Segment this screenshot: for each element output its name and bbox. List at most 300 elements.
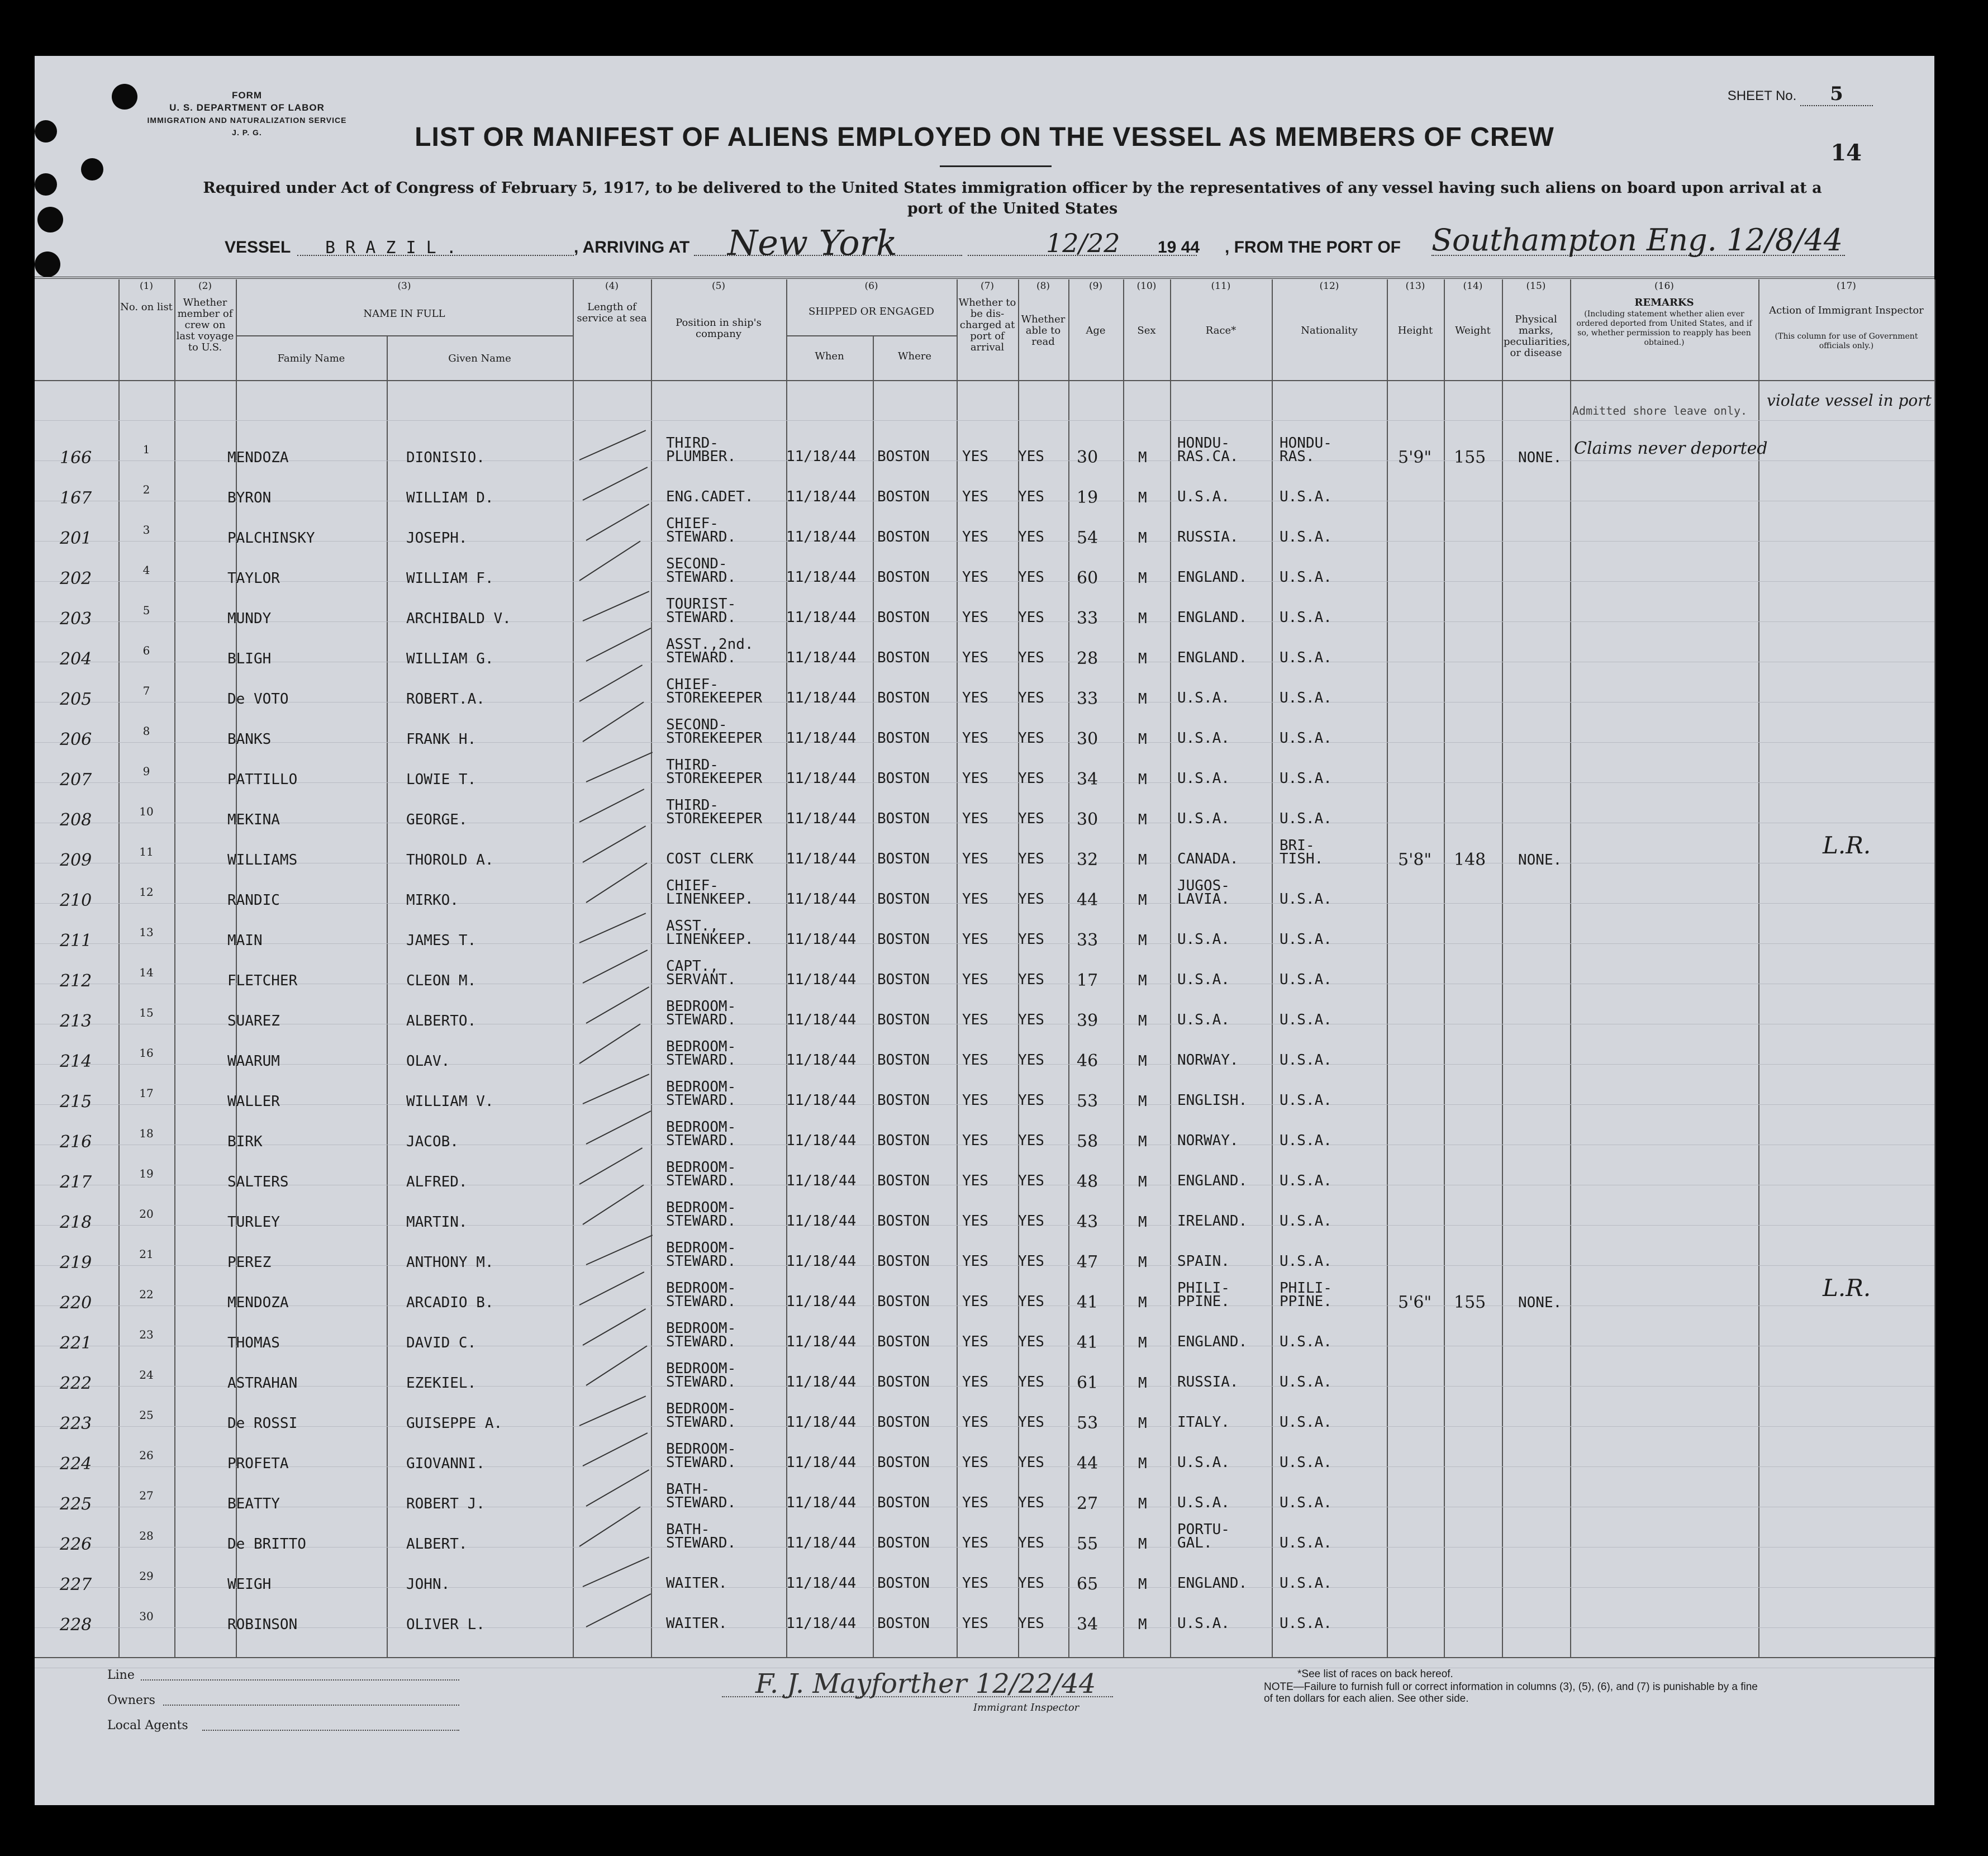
age: 28 [1077, 649, 1098, 668]
line-field [141, 1679, 459, 1681]
family-name: BANKS [227, 731, 272, 748]
sex: M [1138, 1335, 1147, 1351]
column-heading: REMARKS [1634, 297, 1694, 308]
discharge-flag: YES [962, 488, 988, 505]
column-divider [1068, 279, 1069, 1657]
shipped-when: 11/18/44 [786, 851, 857, 867]
column-divider [174, 279, 175, 1657]
position-line-1: BEDROOM- [666, 1320, 736, 1337]
column-heading: SHIPPED OR ENGAGED [808, 306, 934, 317]
column-heading: Weight [1455, 325, 1491, 336]
family-name: TURLEY [227, 1214, 280, 1231]
weight: 155 [1454, 1293, 1486, 1312]
race-line-2: U.S.A. [1177, 971, 1230, 988]
read-flag: YES [1018, 891, 1044, 908]
manifest-line-number: 205 [60, 690, 92, 709]
owners-label: Owners [107, 1693, 155, 1707]
nationality-line-1: HONDU- [1280, 435, 1332, 452]
manifest-line-number: 222 [60, 1374, 92, 1393]
service-slash-mark [586, 752, 653, 782]
sex: M [1138, 1375, 1147, 1392]
sex: M [1138, 771, 1147, 788]
list-number: 17 [139, 1086, 154, 1100]
discharge-flag: YES [962, 1012, 988, 1028]
column-number: (16) [1654, 281, 1674, 292]
family-name: MENDOZA [227, 449, 289, 466]
list-number: 6 [142, 644, 150, 657]
read-flag: YES [1018, 1173, 1044, 1189]
list-number: 13 [139, 925, 154, 939]
sex: M [1138, 1254, 1147, 1271]
position-line-1: CHIEF- [666, 515, 719, 532]
sex: M [1138, 1576, 1147, 1593]
family-name: SALTERS [227, 1174, 289, 1190]
given-name: JAMES T. [406, 932, 477, 949]
service-slash-mark [579, 664, 643, 702]
punch-hole [35, 173, 57, 196]
position-line-1: SECOND- [666, 716, 727, 733]
sheet-number: 5 [1800, 83, 1873, 106]
position-line-1: BEDROOM- [666, 1360, 736, 1377]
manifest-line-number: 224 [60, 1454, 92, 1474]
arriving-port: New York [727, 222, 897, 263]
service-slash-mark [583, 1074, 650, 1104]
shipped-when: 11/18/44 [786, 1333, 857, 1350]
position-line-2: STEWARD. [666, 1052, 736, 1069]
race-note: *See list of races on back hereof. [1297, 1668, 1453, 1680]
race-line-2: U.S.A. [1177, 488, 1230, 505]
race-line-2: U.S.A. [1177, 1494, 1230, 1511]
nationality-line-2: U.S.A. [1280, 971, 1332, 988]
shipped-when: 11/18/44 [786, 971, 857, 988]
shipped-where: BOSTON [877, 649, 930, 666]
shipped-when: 11/18/44 [786, 448, 857, 465]
discharge-flag: YES [962, 1414, 988, 1431]
column-heading: Height [1397, 325, 1433, 336]
shipped-when: 11/18/44 [786, 1173, 857, 1189]
race-line-2: ITALY. [1177, 1414, 1230, 1431]
sex: M [1138, 1616, 1147, 1633]
read-flag: YES [1018, 1052, 1044, 1069]
race-line-2: U.S.A. [1177, 931, 1230, 948]
given-name: GEORGE. [406, 811, 468, 828]
position-line-2: WAITER. [666, 1615, 727, 1632]
shipped-where: BOSTON [877, 1173, 930, 1189]
position-line-1: THIRD- [666, 435, 719, 452]
discharge-flag: YES [962, 1253, 988, 1270]
column-heading: (This column for use of Government officials only.) [1775, 332, 1918, 350]
inspector-action: L.R. [1823, 1274, 1871, 1302]
list-number: 10 [139, 805, 154, 818]
discharge-flag: YES [962, 1333, 988, 1350]
family-name: BYRON [227, 490, 272, 506]
column-number: (2) [198, 281, 212, 292]
position-line-1: ASST., [666, 918, 719, 934]
list-number: 22 [139, 1288, 154, 1301]
family-name: PEREZ [227, 1254, 272, 1271]
given-name: MARTIN. [406, 1214, 468, 1231]
arriving-label: , ARRIVING AT [574, 238, 690, 257]
list-number: 26 [139, 1449, 154, 1462]
race-line-2: RAS.CA. [1177, 448, 1239, 465]
discharge-flag: YES [962, 569, 988, 586]
list-number: 4 [142, 563, 150, 577]
list-number: 9 [142, 765, 150, 778]
header-bottom-rule [35, 380, 1934, 381]
vessel-name: B R A Z I L . [325, 238, 456, 258]
column-number: (5) [711, 281, 726, 292]
discharge-flag: YES [962, 1494, 988, 1511]
manifest-line-number: 208 [60, 810, 92, 830]
manifest-line-number: 214 [60, 1052, 92, 1071]
given-name: JACOB. [406, 1133, 459, 1150]
manifest-line-number: 202 [60, 569, 92, 588]
family-name: PROFETA [227, 1455, 289, 1472]
position-line-2: STOREKEEPER [666, 690, 763, 706]
column-number: (4) [605, 281, 619, 292]
position-line-1: SECOND- [666, 556, 727, 572]
discharge-flag: YES [962, 1374, 988, 1390]
read-flag: YES [1018, 1012, 1044, 1028]
discharge-flag: YES [962, 971, 988, 988]
physical-marks: NONE. [1518, 852, 1562, 868]
list-number: 19 [139, 1167, 154, 1180]
position-line-2: PLUMBER. [666, 448, 736, 465]
nationality-line-2: RAS. [1280, 448, 1315, 465]
arrival-date: 12/22 [1046, 228, 1120, 258]
column-number: (14) [1463, 281, 1483, 292]
manifest-line-number: 223 [60, 1414, 92, 1433]
age: 33 [1077, 689, 1098, 709]
position-line-2: STEWARD. [666, 1535, 736, 1551]
service-slash-mark [583, 1432, 648, 1466]
column-divider [1570, 279, 1571, 1657]
nationality-line-1: BRI- [1280, 837, 1315, 854]
read-flag: YES [1018, 1494, 1044, 1511]
read-flag: YES [1018, 971, 1044, 988]
shipped-subrule [786, 335, 957, 336]
position-line-2: STEWARD. [666, 1454, 736, 1471]
title-rule [940, 165, 1052, 167]
physical-marks: NONE. [1518, 449, 1562, 466]
service-slash-mark [583, 591, 650, 621]
row-rule [35, 420, 1934, 421]
shipped-where: BOSTON [877, 1454, 930, 1471]
position-line-1: BEDROOM- [666, 1079, 736, 1095]
read-flag: YES [1018, 730, 1044, 747]
given-name: ALBERT. [406, 1536, 468, 1553]
physical-marks: NONE. [1518, 1294, 1562, 1311]
manifest-line-number: 221 [60, 1333, 92, 1353]
nationality-line-2: U.S.A. [1280, 609, 1332, 626]
shipped-where: BOSTON [877, 1293, 930, 1310]
service-label: IMMIGRATION AND NATURALIZATION SERVICE [147, 116, 347, 125]
nationality-line-2: U.S.A. [1280, 730, 1332, 747]
local-agents-label: Local Agents [107, 1719, 188, 1732]
shipped-when: 11/18/44 [786, 1494, 857, 1511]
manifest-line-number: 227 [60, 1575, 92, 1594]
shipped-where: BOSTON [877, 1333, 930, 1350]
shipped-when: 11/18/44 [786, 891, 857, 908]
shipped-when: 11/18/44 [786, 569, 857, 586]
given-name: JOHN. [406, 1576, 450, 1593]
shipped-when: 11/18/44 [786, 1615, 857, 1632]
sex: M [1138, 892, 1147, 909]
position-line-2: STEWARD. [666, 1374, 736, 1390]
age: 61 [1077, 1373, 1098, 1393]
position-line-2: STEWARD. [666, 1414, 736, 1431]
shipped-where: BOSTON [877, 1012, 930, 1028]
column-divider [1934, 279, 1935, 1657]
service-slash-mark [579, 789, 645, 823]
manifest-line-number: 220 [60, 1293, 92, 1313]
read-flag: YES [1018, 810, 1044, 827]
column-divider [786, 279, 787, 1657]
table-bottom-rule [35, 1657, 1934, 1658]
nationality-line-2: U.S.A. [1280, 1092, 1332, 1109]
manifest-line-number: 209 [60, 851, 92, 870]
list-number: 18 [139, 1127, 154, 1140]
position-line-1: CHIEF- [666, 877, 719, 894]
position-line-1: ASST.,2nd. [666, 636, 754, 653]
given-name: ALFRED. [406, 1174, 468, 1190]
given-name: CLEON M. [406, 972, 477, 989]
manifest-line-number: 207 [60, 770, 92, 790]
read-flag: YES [1018, 1333, 1044, 1350]
discharge-flag: YES [962, 1173, 988, 1189]
column-heading: Position in ship's company [676, 317, 762, 340]
race-line-2: ENGLAND. [1177, 569, 1248, 586]
manifest-line-number: 166 [60, 448, 92, 468]
race-line-2: SPAIN. [1177, 1253, 1230, 1270]
nationality-line-2: U.S.A. [1280, 1132, 1332, 1149]
nationality-line-2: U.S.A. [1280, 1213, 1332, 1230]
age: 27 [1077, 1494, 1098, 1513]
age: 34 [1077, 770, 1098, 789]
family-name: MEKINA [227, 811, 280, 828]
given-name: LOWIE T. [406, 771, 477, 788]
nationality-line-2: U.S.A. [1280, 690, 1332, 706]
shipped-where: BOSTON [877, 1494, 930, 1511]
nationality-line-2: U.S.A. [1280, 810, 1332, 827]
read-flag: YES [1018, 1213, 1044, 1230]
list-number: 23 [139, 1328, 154, 1341]
shipped-when: 11/18/44 [786, 1374, 857, 1390]
list-number: 5 [142, 604, 150, 617]
position-line-2: STEWARD. [666, 1213, 736, 1230]
age: 46 [1077, 1051, 1098, 1071]
age: 19 [1077, 488, 1098, 507]
nationality-line-2: U.S.A. [1280, 569, 1332, 586]
position-line-1: BATH- [666, 1481, 710, 1498]
sex: M [1138, 1214, 1147, 1231]
column-divider [1123, 279, 1124, 1657]
family-name: THOMAS [227, 1335, 280, 1351]
shipped-when: 11/18/44 [786, 1414, 857, 1431]
sex: M [1138, 731, 1147, 748]
list-number: 1 [142, 443, 150, 456]
discharge-flag: YES [962, 770, 988, 787]
column-number: (1) [139, 281, 154, 292]
shipped-where: BOSTON [877, 1132, 930, 1149]
service-slash-mark [586, 862, 647, 903]
position-line-1: TOURIST- [666, 596, 736, 613]
service-slash-mark [579, 540, 640, 581]
service-slash-mark [579, 1395, 646, 1426]
race-line-2: RUSSIA. [1177, 1374, 1239, 1390]
manifest-line-number: 228 [60, 1615, 92, 1635]
column-heading: When [815, 350, 844, 362]
manifest-line-number: 210 [60, 891, 92, 910]
shipped-where: BOSTON [877, 448, 930, 465]
position-line-2: STEWARD. [666, 1173, 736, 1189]
nationality-line-2: U.S.A. [1280, 770, 1332, 787]
age: 54 [1077, 528, 1098, 548]
shipped-where: BOSTON [877, 1615, 930, 1632]
age: 43 [1077, 1212, 1098, 1232]
position-line-2: STEWARD. [666, 1012, 736, 1028]
race-line-2: RUSSIA. [1177, 529, 1239, 545]
shipped-when: 11/18/44 [786, 1575, 857, 1592]
manifest-line-number: 203 [60, 609, 92, 629]
list-number: 28 [139, 1529, 154, 1542]
column-heading: (Including statement whether alien ever ordered deported from United States, and if so, whether permission to reapply has been obtained.) [1576, 310, 1752, 347]
shipped-where: BOSTON [877, 1414, 930, 1431]
age: 48 [1077, 1172, 1098, 1192]
penalty-note: NOTE—Failure to furnish full or correct information in columns (3), (5), (6), and (7) is punishable by a fine of ten dollars for each alien. See other side. [1264, 1681, 1758, 1705]
page-subtitle: Required under Act of Congress of February 5, 1917, to be delivered to the United States immigration officer by the representatives of any vessel having such aliens on board upon arrival at a port of the United States [203, 179, 1822, 217]
column-number: (13) [1405, 281, 1425, 292]
height: 5'6" [1398, 1293, 1432, 1312]
race-line-2: GAL. [1177, 1535, 1212, 1551]
age: 30 [1077, 448, 1098, 467]
column-heading: Action of Immigrant Inspector [1769, 305, 1924, 316]
manifest-line-number: 201 [60, 529, 92, 548]
list-number: 16 [139, 1046, 154, 1060]
family-name: MENDOZA [227, 1294, 289, 1311]
sex: M [1138, 852, 1147, 868]
read-flag: YES [1018, 690, 1044, 706]
sex: M [1138, 490, 1147, 506]
discharge-flag: YES [962, 690, 988, 706]
age: 30 [1077, 810, 1098, 829]
inspector-action: violate vessel in port [1767, 391, 1932, 410]
manifest-line-number: 212 [60, 971, 92, 991]
nationality-line-2: U.S.A. [1280, 1052, 1332, 1069]
nationality-line-2: U.S.A. [1280, 1535, 1332, 1551]
given-name: OLIVER L. [406, 1616, 485, 1633]
page-number: 14 [1830, 140, 1862, 166]
race-line-2: ENGLAND. [1177, 1333, 1248, 1350]
family-name: ROBINSON [227, 1616, 298, 1633]
read-flag: YES [1018, 1374, 1044, 1390]
list-number: 25 [139, 1408, 154, 1422]
column-divider [1444, 279, 1445, 1657]
shipped-where: BOSTON [877, 770, 930, 787]
position-line-2: STEWARD. [666, 609, 736, 626]
sex: M [1138, 1496, 1147, 1512]
column-heading: Whether able to read [1021, 314, 1066, 348]
service-slash-mark [582, 701, 644, 742]
shipped-where: BOSTON [877, 1253, 930, 1270]
race-line-2: IRELAND. [1177, 1213, 1248, 1230]
given-name: WILLIAM V. [406, 1093, 494, 1110]
local-agents-field [202, 1730, 459, 1731]
from-port: Southampton Eng. 12/8/44 [1431, 222, 1843, 258]
sex: M [1138, 651, 1147, 667]
race-line-2: U.S.A. [1177, 770, 1230, 787]
age: 41 [1077, 1333, 1098, 1352]
manifest-sheet [35, 56, 1934, 1805]
given-name: GUISEPPE A. [406, 1415, 503, 1432]
family-name: WEIGH [227, 1576, 272, 1593]
discharge-flag: YES [962, 1092, 988, 1109]
position-line-2: STEWARD. [666, 1333, 736, 1350]
shipped-when: 11/18/44 [786, 1535, 857, 1551]
discharge-flag: YES [962, 1132, 988, 1149]
nationality-line-2: PPINE. [1280, 1293, 1332, 1310]
shipped-where: BOSTON [877, 931, 930, 948]
age: 58 [1077, 1132, 1098, 1151]
position-line-2: WAITER. [666, 1575, 727, 1592]
given-name: WILLIAM D. [406, 490, 494, 506]
sex: M [1138, 1133, 1147, 1150]
family-name: ASTRAHAN [227, 1375, 298, 1392]
service-slash-mark [579, 430, 646, 461]
position-line-1: BEDROOM- [666, 1401, 736, 1417]
family-name: WILLIAMS [227, 852, 298, 868]
shipped-where: BOSTON [877, 1092, 930, 1109]
position-line-1: BEDROOM- [666, 1280, 736, 1297]
service-slash-mark [583, 950, 648, 984]
given-name: WILLIAM G. [406, 651, 494, 667]
service-slash-mark [586, 628, 651, 662]
position-line-2: STOREKEEPER [666, 770, 763, 787]
position-line-2: STEWARD. [666, 1092, 736, 1109]
read-flag: YES [1018, 448, 1044, 465]
list-number: 29 [139, 1569, 154, 1583]
age: 65 [1077, 1574, 1098, 1594]
family-name: WALLER [227, 1093, 280, 1110]
age: 34 [1077, 1615, 1098, 1634]
given-name: DAVID C. [406, 1335, 477, 1351]
given-name: GIOVANNI. [406, 1455, 485, 1472]
age: 60 [1077, 568, 1098, 588]
list-number: 14 [139, 966, 154, 979]
read-flag: YES [1018, 1535, 1044, 1551]
shipped-when: 11/18/44 [786, 1454, 857, 1471]
service-slash-mark [579, 1506, 640, 1546]
position-line-2: STEWARD. [666, 1132, 736, 1149]
column-heading: Whether to be dis-charged at port of arrival [958, 297, 1016, 353]
position-line-1: BEDROOM- [666, 1199, 736, 1216]
service-slash-mark [586, 1469, 650, 1507]
sex: M [1138, 1415, 1147, 1432]
list-number: 20 [139, 1207, 154, 1221]
column-divider [957, 279, 958, 1657]
given-name: ARCADIO B. [406, 1294, 494, 1311]
remark-stamp: Admitted shore leave only. [1572, 404, 1748, 417]
family-name: WAARUM [227, 1053, 280, 1070]
race-line-2: ENGLISH. [1177, 1092, 1248, 1109]
column-divider [1272, 279, 1273, 1657]
position-line-1: BEDROOM- [666, 1159, 736, 1176]
age: 32 [1077, 850, 1098, 870]
service-slash-mark [582, 1184, 644, 1224]
column-heading: Race* [1205, 325, 1236, 336]
list-number: 15 [139, 1006, 154, 1019]
list-number: 21 [139, 1247, 154, 1261]
